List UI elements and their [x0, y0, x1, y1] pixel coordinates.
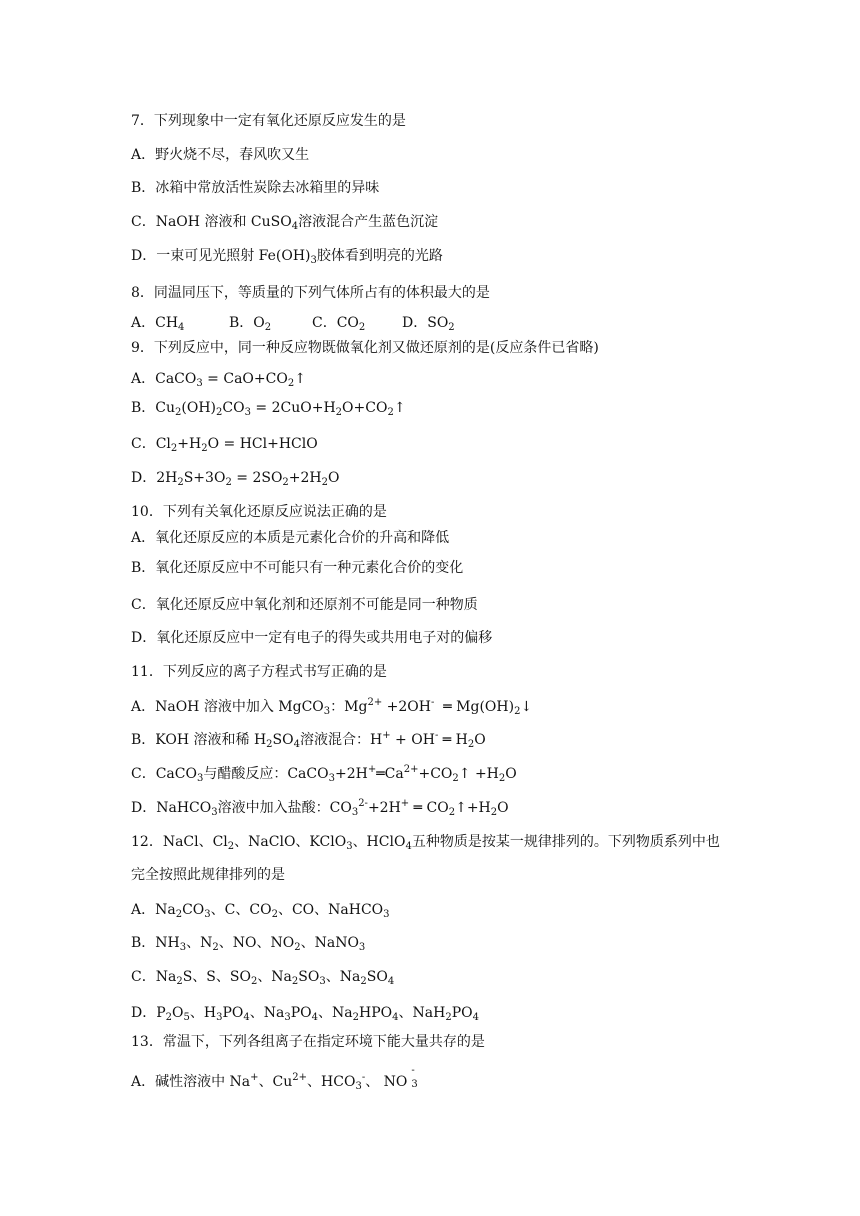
q9-option-b: B．$Cu_2(OH)_2CO_3$ = $2CuO+H_2O+CO_2↑$	[131, 400, 406, 418]
q11-option-b: B．KOH 溶液和稀 $H_2SO_4$溶液混合：H+ + OH- ═ $H_2O$	[131, 730, 486, 750]
q7-option-c: C．NaOH 溶液和 CuSO$_4$溶液混合产生蓝色沉淀	[131, 214, 439, 232]
q8-option-b: B．$O_2$	[229, 315, 272, 333]
q8-option-d: D．$SO_2$	[402, 315, 455, 333]
q8-stem: 8．同温同压下，等质量的下列气体所占有的体积最大的是	[131, 285, 490, 301]
q10-option-a: A．氧化还原反应的本质是元素化合价的升高和降低	[131, 530, 450, 546]
q11-option-c: C．CaCO$_3$与醋酸反应：$CaCO_3+2H^+═Ca^{2+}+CO_2↑ +H_2O$	[131, 764, 517, 784]
q12-stem-line1: 12．NaCl、$Cl_2$、NaClO、KClO$_3$、HClO$_4$五种物质是按某一规律排列的。下列物质系列中也	[131, 834, 720, 852]
q10-option-d: D．氧化还原反应中一定有电子的得失或共用电子对的偏移	[131, 630, 493, 646]
q7-stem: 7．下列现象中一定有氧化还原反应发生的是	[131, 113, 406, 129]
q10-stem: 10．下列有关氧化还原反应说法正确的是	[131, 504, 387, 520]
q12-option-d: D．$P_2O_5$、$H_3PO_4$、$Na_3PO_4$、$Na_2HPO_4$、$NaH_2PO_4$	[131, 1005, 479, 1023]
q13-stem: 13．常温下，下列各组离子在指定环境下能大量共存的是	[131, 1034, 485, 1050]
q11-option-d: D．NaHCO$_3$溶液中加入盐酸：$CO_3^{2-}+2H^+$ ═ $CO_2↑+H_2O$	[131, 798, 509, 818]
q9-stem: 9．下列反应中，同一种反应物既做氧化剂又做还原剂的是(反应条件已省略)	[131, 340, 599, 356]
q7-option-b: B．冰箱中常放活性炭除去冰箱里的异味	[131, 180, 380, 196]
q7-option-d: D．一束可见光照射 $Fe(OH)_3$胶体看到明亮的光路	[131, 248, 443, 266]
q10-option-b: B．氧化还原反应中不可能只有一种元素化合价的变化	[131, 560, 464, 576]
q7-option-a: A．野火烧不尽，春风吹又生	[131, 147, 310, 163]
q12-option-c: C．$Na_2S$、S、$SO_2$、$Na_2SO_3$、$Na_2SO_4$	[131, 969, 395, 987]
q12-stem-line2: 完全按照此规律排列的是	[131, 867, 285, 883]
q11-option-a: A．NaOH 溶液中加入 MgCO$_3$：$Mg^{2+} +2OH^-$ ═ $Mg(OH)_2↓$	[131, 697, 533, 717]
q9-option-a: A．CaCO$_3$ = $CaO+CO_2↑$	[131, 371, 306, 389]
q8-option-c: C．$CO_2$	[312, 315, 366, 333]
q9-option-c: C．$Cl_2+H_2O$ = HCl+HClO	[131, 436, 318, 454]
q8-option-a: A．$CH_4$	[131, 315, 185, 333]
q12-option-b: B．$NH_3$、$N_2$、NO、$NO_2$、NaNO$_3$	[131, 935, 366, 953]
q12-option-a: A．$Na_2CO_3$、C、$CO_2$、CO、NaHCO$_3$	[131, 902, 390, 920]
q9-option-d: D．$2H_2S+3O_2 = 2SO_2+2H_2O$	[131, 470, 340, 488]
nitrate-charge-stack: - 3	[411, 1065, 418, 1090]
q11-stem: 11．下列反应的离子方程式书写正确的是	[131, 664, 387, 680]
q10-option-c: C．氧化还原反应中氧化剂和还原剂不可能是同一种物质	[131, 597, 478, 613]
q13-option-a: A．碱性溶液中 Na+、$Cu^{2+}$、$HCO_3^-$、 NO - 3	[131, 1072, 421, 1091]
